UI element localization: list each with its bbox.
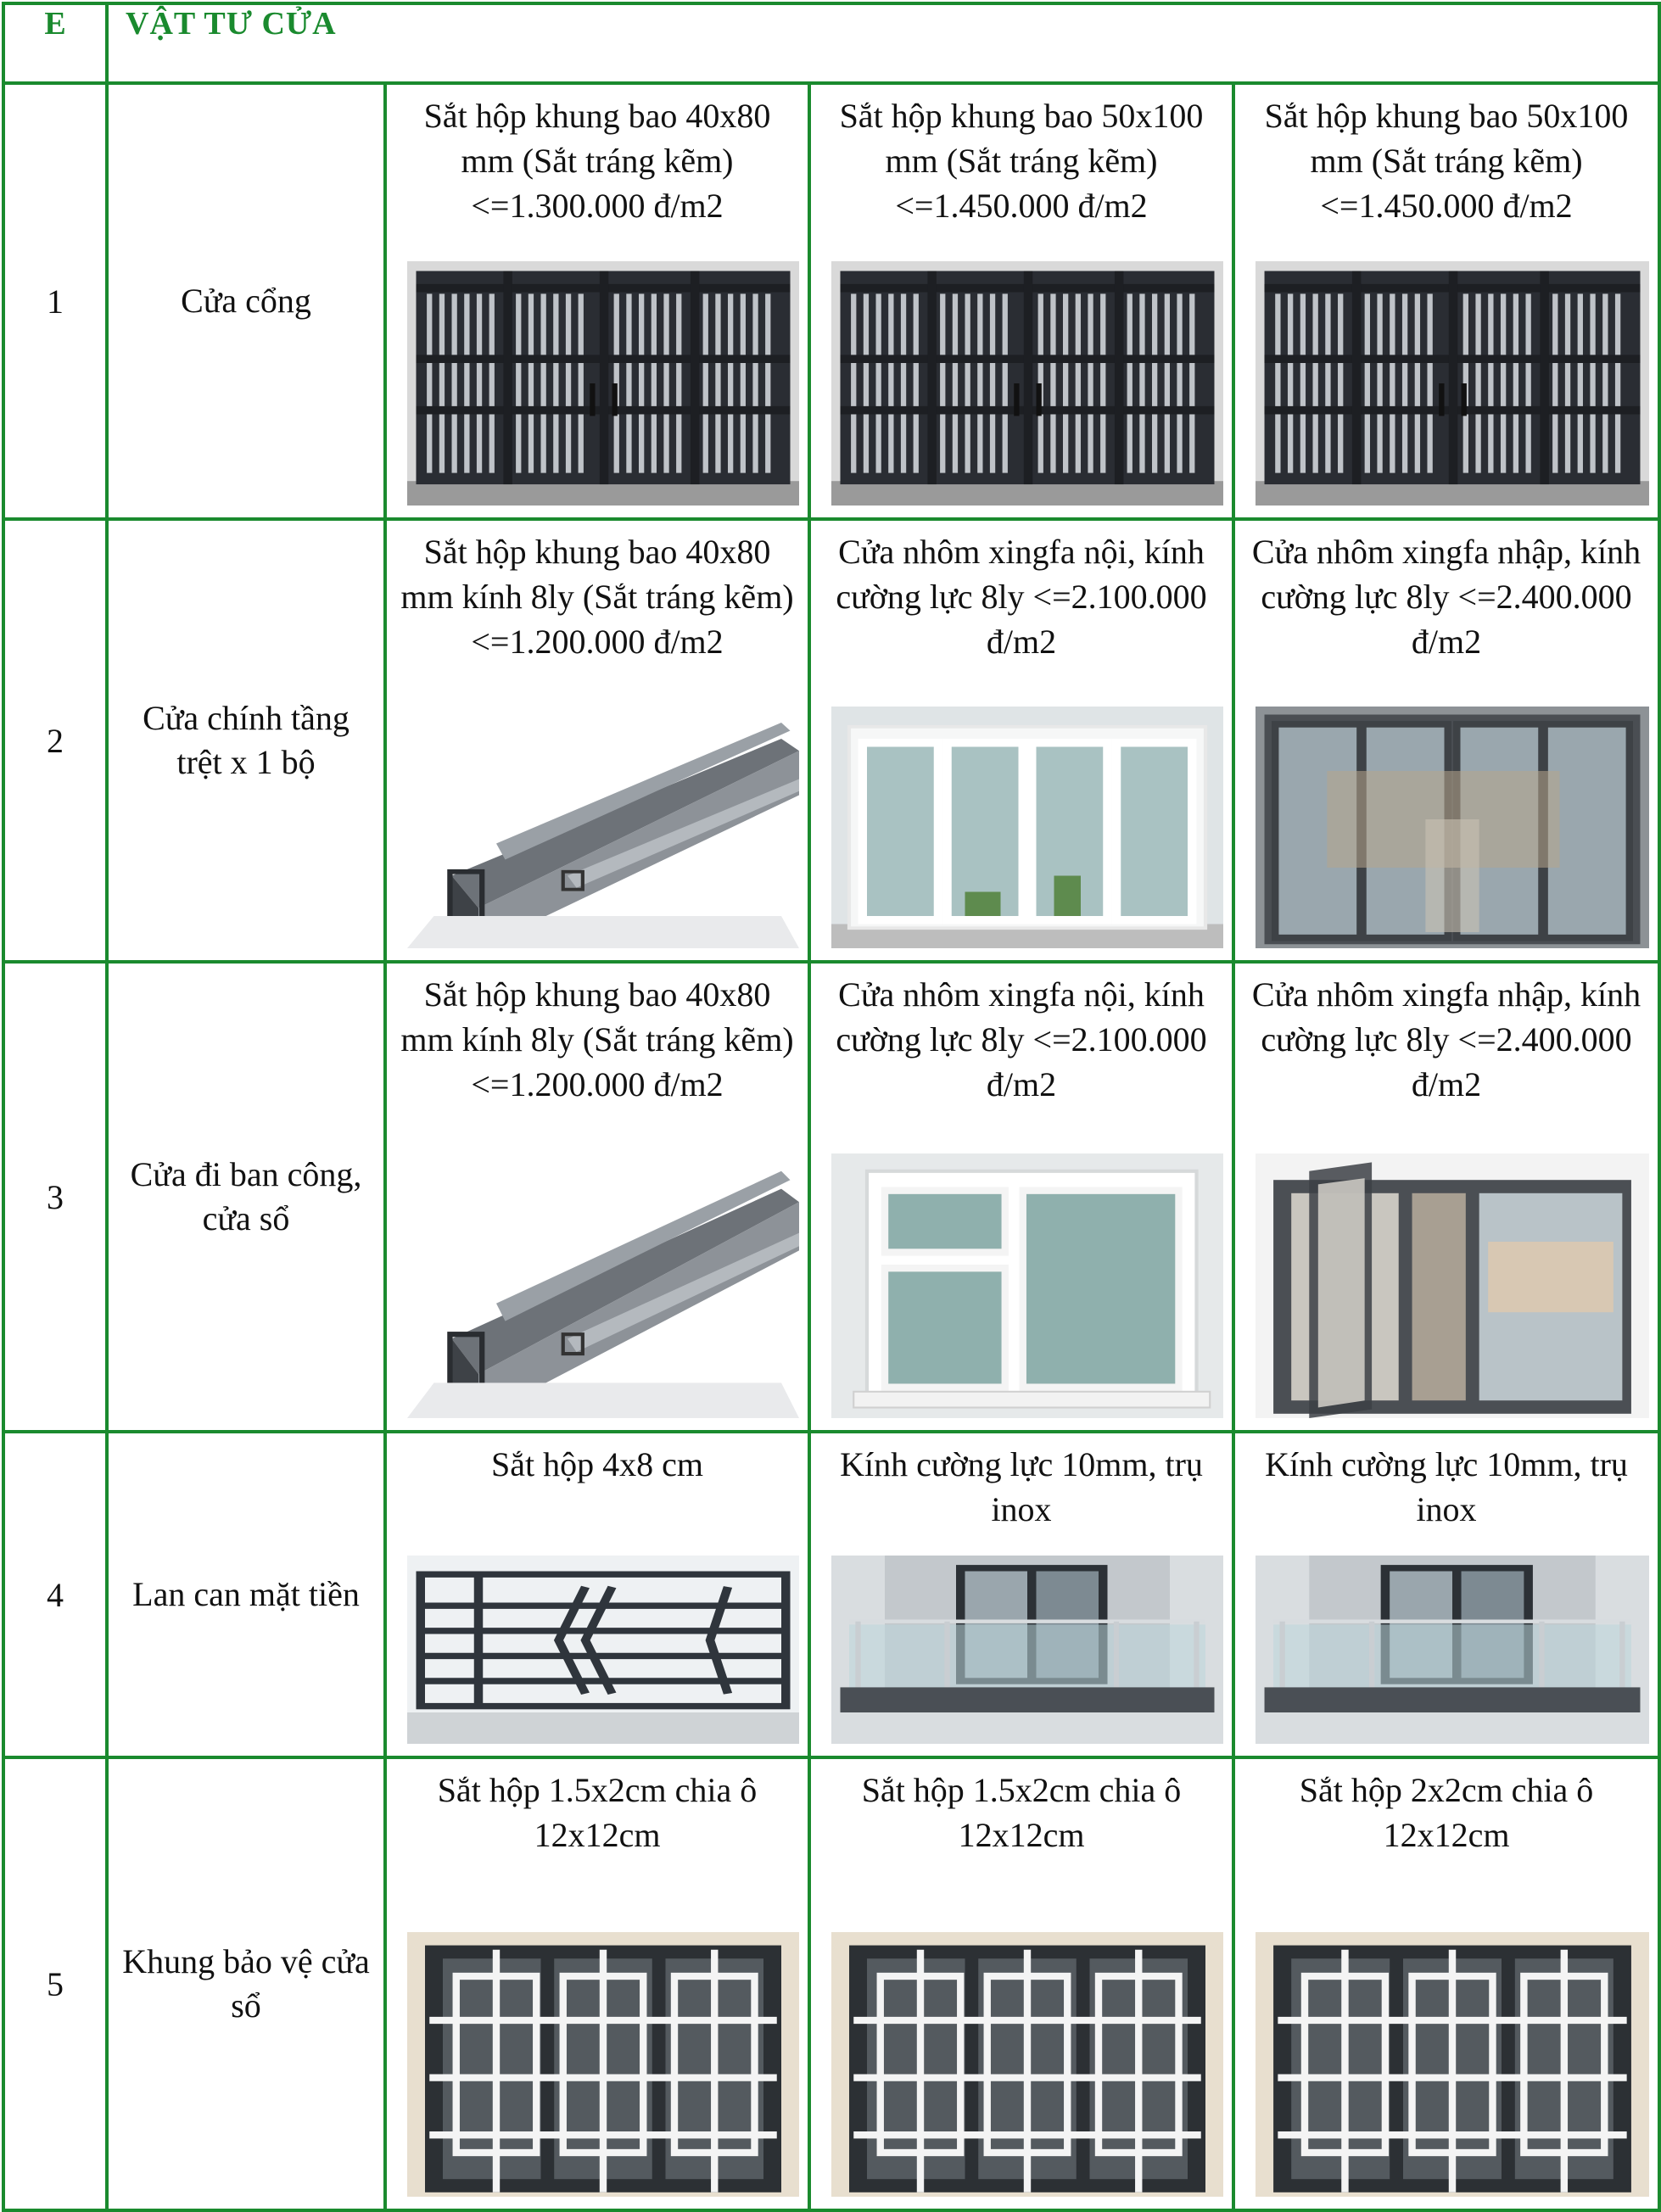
section-code: E xyxy=(3,3,107,83)
option-description: Cửa nhôm xingfa nhập, kính cường lực 8ly <=2.400.000 đ/m2 xyxy=(1251,533,1641,661)
option-description: Sắt hộp 1.5x2cm chia ô 12x12cm xyxy=(437,1771,758,1854)
section-header-row xyxy=(3,3,1659,83)
option-cell xyxy=(809,962,1233,1432)
option-cell xyxy=(809,1432,1233,1757)
window-guard-image xyxy=(1256,1932,1649,2197)
option-cell xyxy=(385,83,809,519)
row-number: 3 xyxy=(3,962,107,1432)
steel-railing-image xyxy=(407,1556,799,1744)
door-materials-table xyxy=(2,2,1661,2212)
option-cell xyxy=(385,1757,809,2210)
option-description: Cửa nhôm xingfa nhập, kính cường lực 8ly <=2.400.000 đ/m2 xyxy=(1251,975,1641,1103)
window-guard-image xyxy=(831,1932,1223,2197)
option-description: Sắt hộp 2x2cm chia ô 12x12cm xyxy=(1299,1771,1594,1854)
option-cell xyxy=(1233,1757,1659,2210)
option-description: Kính cường lực 10mm, trụ inox xyxy=(1265,1445,1628,1528)
option-cell xyxy=(385,962,809,1432)
glass-balcony-image xyxy=(1256,1556,1649,1744)
steel-gate-image xyxy=(831,261,1223,506)
option-cell xyxy=(1233,962,1659,1432)
window-guard-image xyxy=(407,1932,799,2197)
glass-balcony-image xyxy=(831,1556,1223,1744)
row-number: 5 xyxy=(3,1757,107,2210)
option-description: Kính cường lực 10mm, trụ inox xyxy=(840,1445,1203,1528)
option-description: Sắt hộp khung bao 50x100 mm (Sắt tráng kẽm) <=1.450.000 đ/m2 xyxy=(1264,97,1629,225)
option-cell xyxy=(1233,83,1659,519)
option-description: Sắt hộp khung bao 50x100 mm (Sắt tráng kẽm) <=1.450.000 đ/m2 xyxy=(839,97,1204,225)
option-cell xyxy=(809,1757,1233,2210)
table-row xyxy=(3,519,1659,962)
section-title: VẬT TƯ CỬA xyxy=(107,3,1659,83)
steel-tubes-image xyxy=(407,707,799,948)
grey-folding-door-image xyxy=(1256,707,1649,948)
steel-gate-image xyxy=(407,261,799,506)
option-description: Sắt hộp khung bao 40x80 mm kính 8ly (Sắt tráng kẽm) <=1.200.000 đ/m2 xyxy=(400,533,794,661)
option-description: Sắt hộp khung bao 40x80 mm (Sắt tráng kẽm) <=1.300.000 đ/m2 xyxy=(423,97,771,225)
steel-tubes-image xyxy=(407,1153,799,1418)
item-name: Lan can mặt tiền xyxy=(107,1432,385,1757)
steel-gate-image xyxy=(1256,261,1649,506)
grey-window-image xyxy=(1256,1153,1649,1418)
row-number: 4 xyxy=(3,1432,107,1757)
option-cell xyxy=(1233,1432,1659,1757)
option-cell xyxy=(1233,519,1659,962)
option-cell xyxy=(385,1432,809,1757)
row-number: 2 xyxy=(3,519,107,962)
item-name: Khung bảo vệ cửa sổ xyxy=(107,1757,385,2210)
table-row xyxy=(3,1432,1659,1757)
table-row xyxy=(3,962,1659,1432)
option-cell xyxy=(809,83,1233,519)
item-name: Cửa chính tầng trệt x 1 bộ xyxy=(107,519,385,962)
white-folding-door-image xyxy=(831,707,1223,948)
item-name: Cửa đi ban công, cửa sổ xyxy=(107,962,385,1432)
option-description: Sắt hộp khung bao 40x80 mm kính 8ly (Sắt tráng kẽm) <=1.200.000 đ/m2 xyxy=(400,975,794,1103)
white-window-image xyxy=(831,1153,1223,1418)
table-row xyxy=(3,83,1659,519)
table-row xyxy=(3,1757,1659,2210)
option-description: Sắt hộp 1.5x2cm chia ô 12x12cm xyxy=(861,1771,1182,1854)
option-cell xyxy=(809,519,1233,962)
option-description: Cửa nhôm xingfa nội, kính cường lực 8ly <=2.100.000 đ/m2 xyxy=(836,533,1207,661)
row-number: 1 xyxy=(3,83,107,519)
item-name: Cửa cổng xyxy=(107,83,385,519)
option-cell xyxy=(385,519,809,962)
option-description: Cửa nhôm xingfa nội, kính cường lực 8ly <=2.100.000 đ/m2 xyxy=(836,975,1207,1103)
option-description: Sắt hộp 4x8 cm xyxy=(491,1445,703,1483)
